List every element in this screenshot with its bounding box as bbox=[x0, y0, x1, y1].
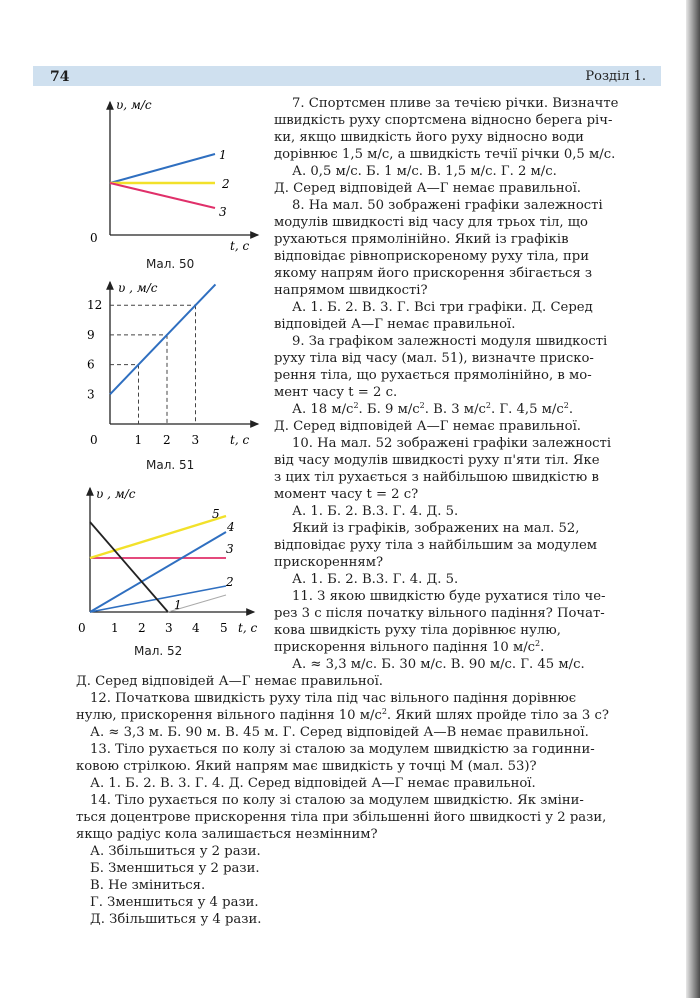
text-line: рухаються прямолінійно. Який із графіків bbox=[274, 232, 569, 247]
text-line: Д. Збільшиться у 4 рази. bbox=[90, 912, 262, 927]
fig52-line-label-3: 3 bbox=[226, 542, 234, 556]
text-line: А. 1. Б. 2. В.3. Г. 4. Д. 5. bbox=[292, 572, 459, 587]
text-line: 7. Спортсмен пливе за течією річки. Визначте bbox=[292, 96, 619, 111]
fig50-line-label-1: 1 bbox=[219, 148, 227, 162]
fig51-x-label: t, c bbox=[230, 433, 250, 447]
text-line: якщо радіус кола залишається незмінним? bbox=[76, 827, 378, 842]
text-line: відповідей А—Г немає правильної. bbox=[274, 317, 516, 332]
text-line: якому напрям його прискорення збігається з bbox=[274, 266, 593, 281]
fig52-x-tick: 1 bbox=[111, 621, 119, 635]
header-bar bbox=[33, 66, 661, 86]
fig50-line-3 bbox=[110, 183, 215, 208]
text-line: 10. На мал. 52 зображені графіки залежності bbox=[292, 436, 612, 451]
fig51-x-tick: 3 bbox=[191, 433, 200, 447]
fig52-x-tick: 2 bbox=[138, 621, 146, 635]
text-line: з цих тіл рухається з найбільшою швидкістю в bbox=[274, 470, 599, 485]
text-line: відповідає рівноприскореному руху тіла, при bbox=[274, 249, 590, 264]
text-line: мент часу t = 2 c. bbox=[274, 385, 398, 400]
text-line: рення тіла, що рухається прямолінійно, в мо- bbox=[274, 368, 592, 383]
fig52-line-label-5: 5 bbox=[212, 507, 220, 521]
fig52-line-label-1: 1 bbox=[174, 598, 182, 612]
fig51-y-label: υ , м/с bbox=[118, 281, 158, 295]
text-line: руху тіла від часу (мал. 51), визначте приско- bbox=[274, 351, 594, 366]
fig51-origin: 0 bbox=[90, 433, 98, 447]
page-edge-shadow bbox=[686, 0, 700, 998]
fig50-line-label-2: 2 bbox=[222, 177, 230, 191]
text-line: Який із графіків, зображених на мал. 52, bbox=[292, 521, 580, 536]
fig51-y-tick: 9 bbox=[87, 327, 95, 342]
text-line: модулів швидкості від часу для трьох тіл, що bbox=[274, 215, 588, 230]
text-line: кова швидкість руху тіла дорівнює нулю, bbox=[274, 623, 561, 638]
text-line: А. 0,5 м/с. Б. 1 м/с. В. 1,5 м/с. Г. 2 м/с. bbox=[292, 164, 557, 179]
text-line: А. Збільшиться у 2 рази. bbox=[90, 844, 261, 859]
text-line: Д. Серед відповідей А—Г немає правильної. bbox=[76, 674, 383, 689]
text-line: прискорення вільного падіння 10 $м/с^2$. bbox=[274, 639, 545, 655]
text-line: 14. Тіло рухається по колу зі сталою за модулем швидкістю. Як зміни- bbox=[90, 793, 584, 808]
text-line: прискоренням? bbox=[274, 555, 384, 570]
fig51-x-tick: 2 bbox=[163, 433, 171, 447]
text-line: момент часу t = 2 с? bbox=[274, 487, 419, 502]
text-line: швидкість руху спортсмена відносно берега річ- bbox=[274, 113, 613, 128]
fig52-line-label-2: 2 bbox=[226, 575, 234, 589]
fig51-y-tick: 3 bbox=[87, 387, 95, 402]
fig52-caption: Мал. 52 bbox=[134, 644, 183, 658]
fig50-y-label: υ, м/с bbox=[116, 98, 152, 112]
text-line: А. 1. Б. 2. В. 3. Г. Всі три графіки. Д. Серед bbox=[292, 300, 593, 315]
text-line: ться доцентрове прискорення тіла при збільшенні його швидкості у 2 рази, bbox=[76, 810, 607, 825]
text-line: нулю, прискорення вільного падіння 10 $м/с^2$. Який шлях пройде тіло за 3 с? bbox=[76, 707, 609, 723]
section-title: Розділ 1. bbox=[585, 69, 646, 84]
page-number: 74 bbox=[50, 69, 70, 85]
figure-52 bbox=[74, 482, 264, 642]
fig52-x-tick: 3 bbox=[165, 621, 173, 635]
fig51-velocity-line bbox=[110, 284, 215, 394]
figure-50 bbox=[80, 92, 265, 252]
text-line: ки, якщо швидкість його руху відносно води bbox=[274, 130, 584, 145]
fig50-x-label: t, c bbox=[230, 239, 250, 252]
text-line: А. 1. Б. 2. В.3. Г. 4. Д. 5. bbox=[292, 504, 459, 519]
fig52-x-tick: 4 bbox=[192, 621, 200, 635]
fig52-origin: 0 bbox=[78, 621, 86, 635]
text-line: 12. Початкова швидкість руху тіла під час вільного падіння дорівнює bbox=[90, 691, 577, 706]
text-line: ковою стрілкою. Який напрям має швидкість у точці М (мал. 53)? bbox=[76, 759, 537, 774]
fig50-line-label-3: 3 bbox=[219, 205, 227, 219]
text-line: А. 18 $м/с^2$. Б. 9 $м/с^2$. В. 3 $м/с^2$. Г. 4,5 $м/с^2$. bbox=[292, 401, 574, 417]
fig50-caption: Мал. 50 bbox=[146, 257, 195, 271]
fig52-line-5 bbox=[90, 516, 226, 558]
fig52-y-label: υ , м/с bbox=[96, 487, 136, 501]
text-line: А. 1. Б. 2. В. 3. Г. 4. Д. Серед відповідей А—Г немає правильної. bbox=[90, 776, 536, 791]
figure-51 bbox=[80, 276, 265, 456]
text-line: А. ≈ 3,3 м/с. Б. 30 м/с. В. 90 м/с. Г. 45 м/с. bbox=[292, 657, 585, 672]
text-line: Г. Зменшиться у 4 рази. bbox=[90, 895, 259, 910]
text-line: напрямом швидкості? bbox=[274, 283, 428, 298]
fig50-origin: 0 bbox=[90, 231, 98, 245]
text-line: 8. На мал. 50 зображені графіки залежності bbox=[292, 198, 603, 213]
text-line: від часу модулів швидкості руху п'яти тіл. Яке bbox=[274, 453, 600, 468]
text-line: дорівнює 1,5 м/с, а швидкість течії річки 0,5 м/с. bbox=[274, 147, 616, 162]
text-line: рез 3 с після початку вільного падіння? Почат- bbox=[274, 606, 605, 621]
fig52-line-1 bbox=[90, 522, 168, 612]
fig52-x-label: t, c bbox=[238, 621, 258, 635]
text-line: 9. За графіком залежності модуля швидкості bbox=[292, 334, 608, 349]
text-line: Д. Серед відповідей А—Г немає правильної. bbox=[274, 181, 581, 196]
text-line: 13. Тіло рухається по колу зі сталою за модулем швидкістю за годинни- bbox=[90, 742, 595, 757]
text-line: В. Не зміниться. bbox=[90, 878, 206, 893]
text-line: 11. З якою швидкістю буде рухатися тіло че- bbox=[292, 589, 606, 604]
fig51-caption: Мал. 51 bbox=[146, 458, 195, 472]
text-line: Д. Серед відповідей А—Г немає правильної. bbox=[274, 419, 581, 434]
fig52-x-tick: 5 bbox=[220, 621, 228, 635]
text-line: А. ≈ 3,3 м. Б. 90 м. В. 45 м. Г. Серед відповідей А—В немає правильної. bbox=[90, 725, 589, 740]
fig52-line-label-4: 4 bbox=[227, 520, 235, 534]
fig50-line-1 bbox=[110, 154, 215, 183]
fig51-y-tick: 6 bbox=[87, 357, 95, 372]
fig51-x-tick: 1 bbox=[134, 433, 143, 447]
text-line: відповідає руху тіла з найбільшим за модулем bbox=[274, 538, 598, 553]
fig51-y-tick: 12 bbox=[87, 298, 103, 313]
text-line: Б. Зменшиться у 2 рази. bbox=[90, 861, 260, 876]
